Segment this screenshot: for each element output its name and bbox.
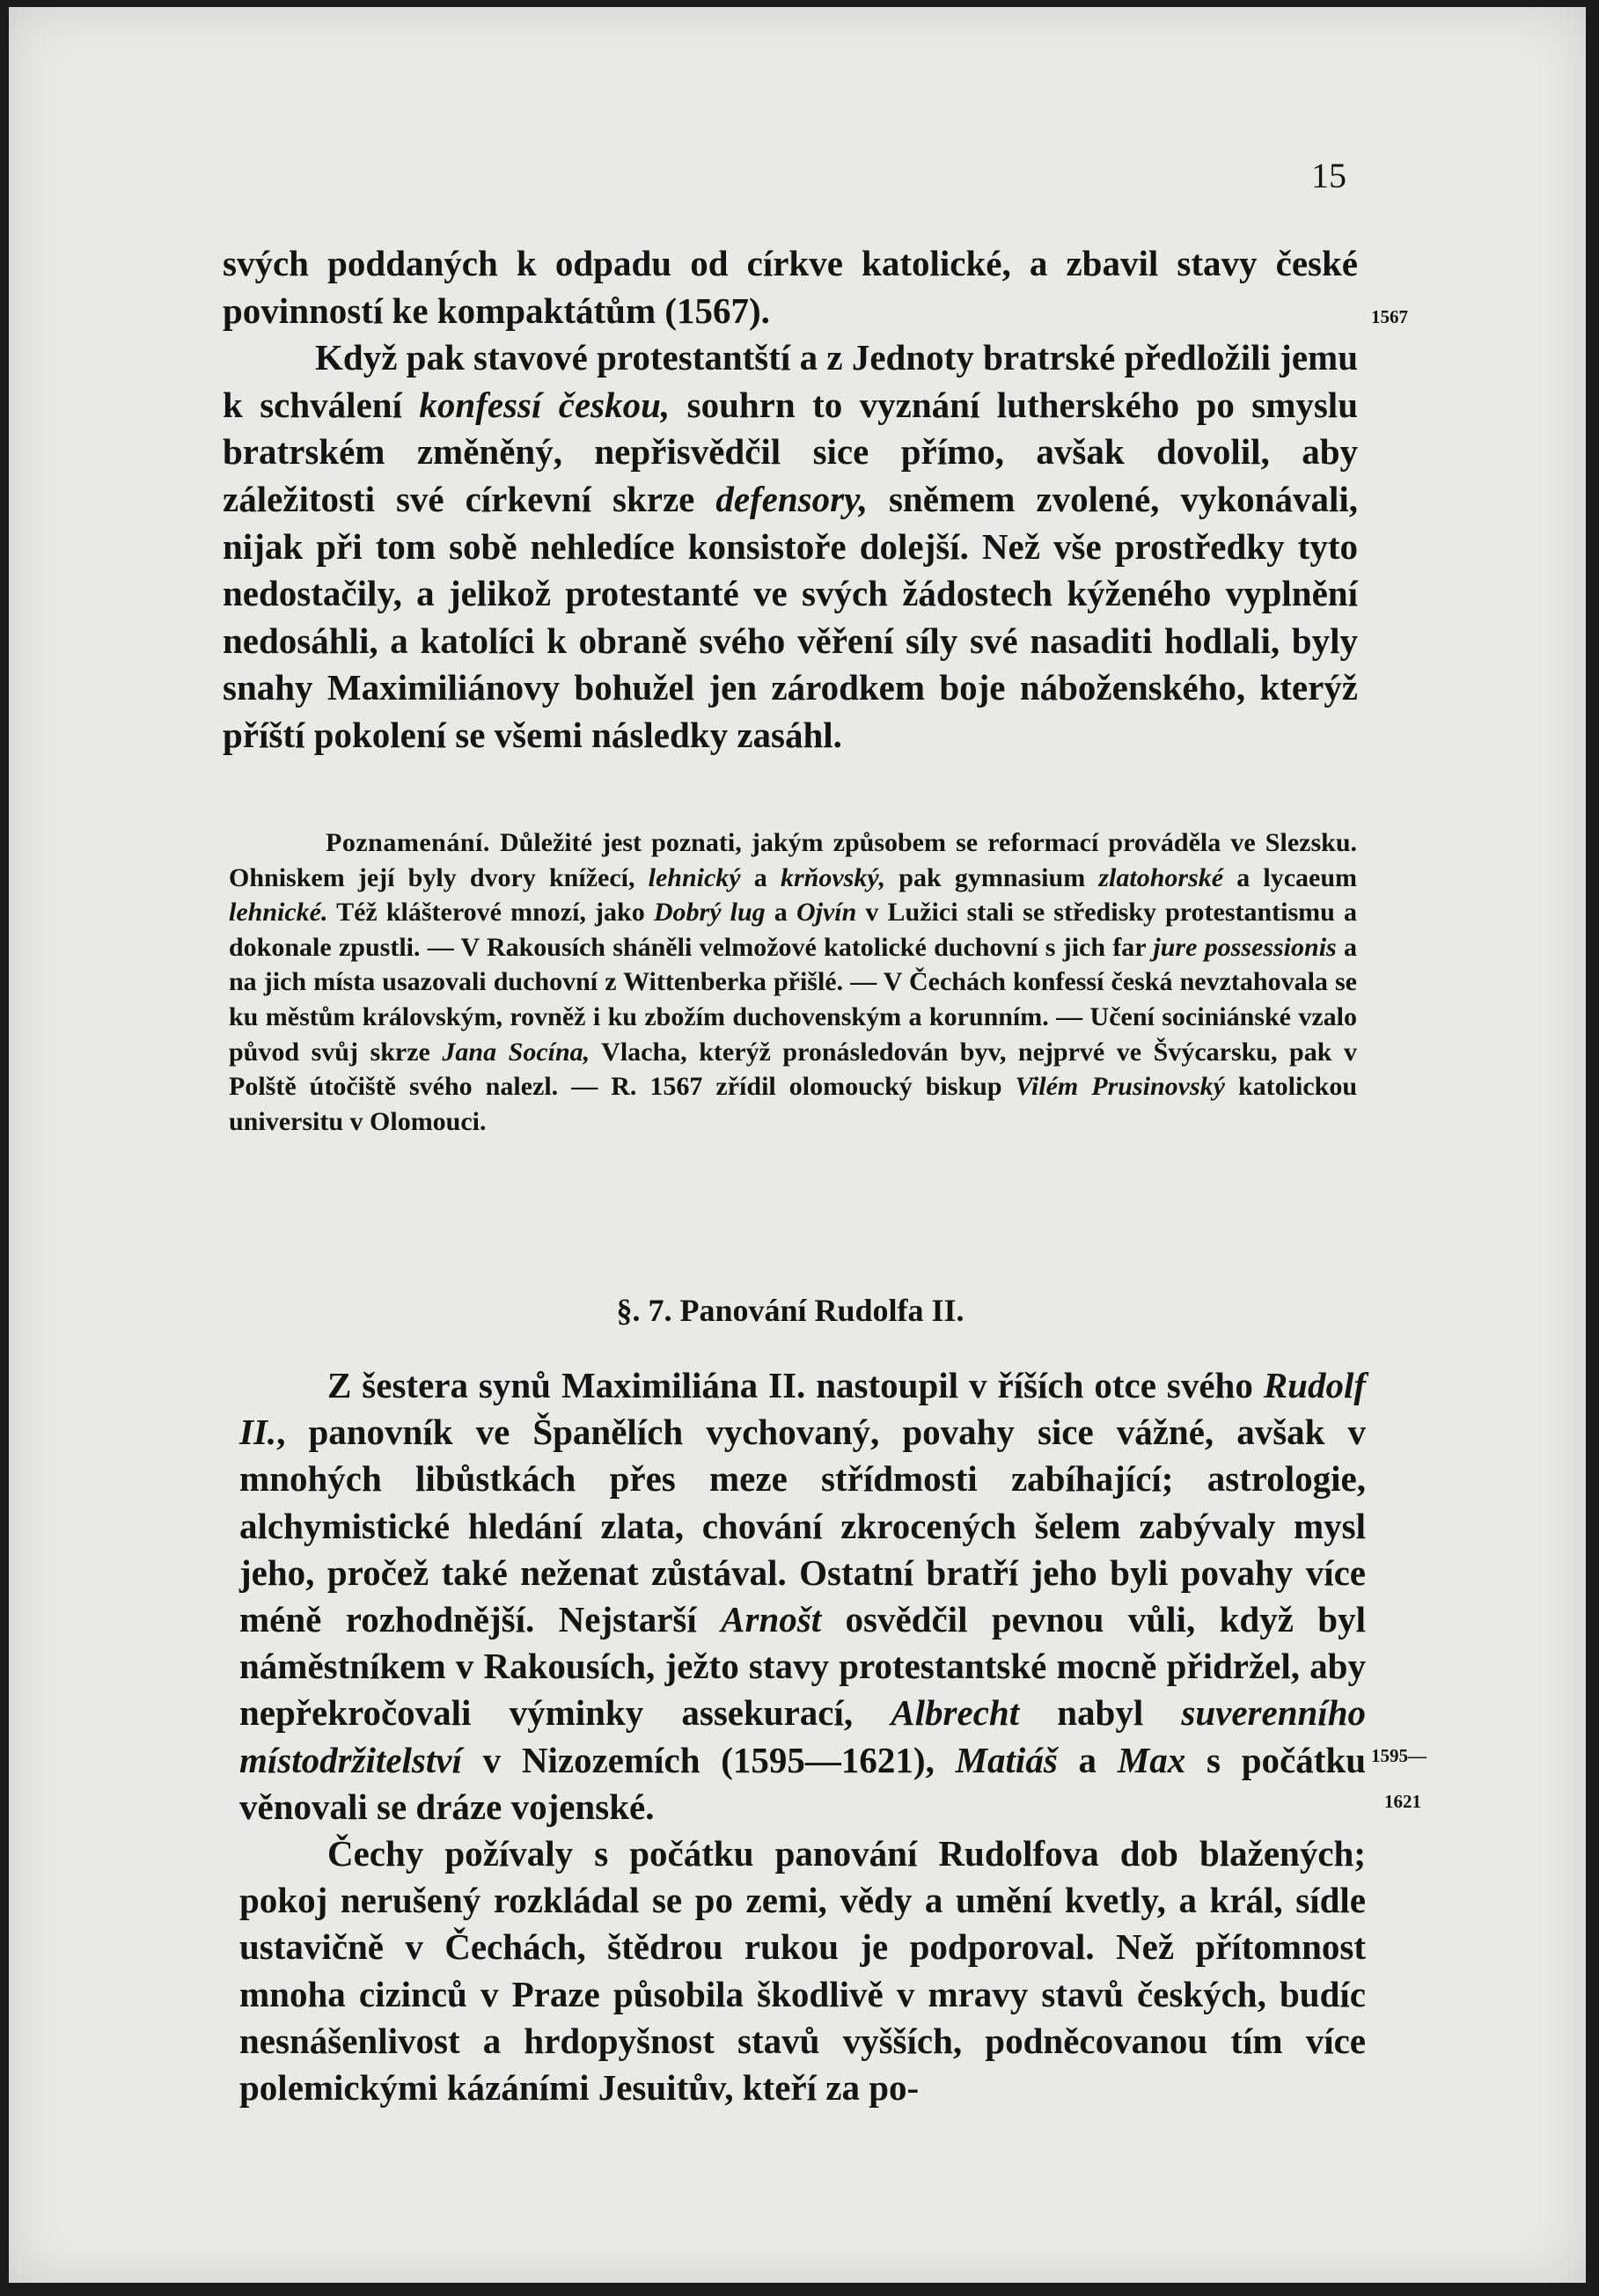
paragraph-continued: svých poddaných k odpadu od církve katolické, a zbavil stavy české povinností ke kompaktátům (1567).: [223, 243, 1358, 331]
section-heading: §. 7. Panování Rudolfa II.: [616, 1293, 965, 1328]
footnote-poznamenani: Poznamenání. Důležité jest poznati, jakým způsobem se reformací prováděla ve Slezsku. Ohniskem její byly dvory knížecí, lehnický a krňovský, pak gymnasium zlatohorské a lycaeum lehnické. Též klášterové mnozí, jako Dobrý lug a Ojvín v Lužici stali se středisky protestantismu a dokonale zpustli. — V Rakousích sháněli velmožové katolické duchovní s jich far jure possessionis a na jich místa usazovali duchovní z Wittenberka přišlé. — V Čechách konfessí česká nevztahovala se ku městům královským, rovněž i ku zbožím duchovenským a korunním. — Učení sociniánské vzalo původ svůj skrze Jana Socína, Vlacha, kterýž pronásledován byv, nejprvé ve Švýcarsku, pak v Polště útočiště svého nalezl. — R. 1567 zřídil olomoucký biskup Vilém Prusinovský katolickou universitu v Olomouci.: [229, 828, 1358, 1136]
book-page: [9, 7, 1586, 2283]
margin-note-1595: 1595—: [1371, 1745, 1427, 1766]
note-heading: Poznamenání.: [326, 828, 490, 857]
paragraph-confession: Když pak stavové protestantští a z Jednoty bratrské předložili jemu k schválení konfessí českou, souhrn to vyznání lutherského po smyslu bratrském změněný, nepřisvědčil sice přímo, avšak dovolil, aby záležitosti své církevní skrze defensory, sněmem zvolené, vykonávali, nijak při tom sobě nehledíce konsistoře dolejší. Než vše prostředky tyto nedostačily, a jelikož protestanté ve svých žádostech kýženého vyplnění nedosáhli, a katolíci k obraně svého věření síly své nasaditi hodlali, byly snahy Maximiliánovy bohužel jen zárodkem boje náboženského, kterýž příští pokolení se všemi následky zasáhl.: [223, 337, 1358, 755]
margin-note-1621: 1621: [1384, 1791, 1421, 1812]
page-number: 15: [1311, 156, 1346, 195]
main-text-block-2: [239, 1362, 1366, 2111]
main-text-block-1: [223, 240, 1358, 759]
margin-note-1567: 1567: [1371, 306, 1408, 327]
paragraph-cechy: Čechy požívaly s počátku panování Rudolfova dob blažených; pokoj nerušený rozkládal se po zemi, vědy a umění kvetly, a král, sídle ustavičně v Čechách, štědrou rukou je podporoval. Než přítomnost mnoha cizinců v Praze působila škodlivě v mravy stavů českých, budíc nesnášenlivost a hrdopyšnost stavů vyšších, podněcovanou tím více polemickými kázáními Jesuitův, kteří za po-: [239, 1833, 1366, 2109]
paragraph-rudolf: Z šestera synů Maximiliána II. nastoupil v říších otce svého Rudolf II., panovník ve Španělích vychovaný, povahy sice vážné, avšak v mnohých libůstkách přes meze střídmosti zabíhající; astrologie, alchymistické hledání zlata, chování zkrocených šelem zabývaly mysl jeho, pročež také neženat zůstával. Ostatní bratří jeho byli povahy více méně rozhodnější. Nejstarší Arnošt osvědčil pevnou vůli, když byl náměstníkem v Rakousích, ježto stavy protestantské mocně přidržel, aby nepřekročovali výminky assekurací, Albrecht nabyl suverenního místodržitelství v Nizozemích (1595—1621), Matiáš a Max s počátku věnovali se dráze vojenské.: [239, 1365, 1366, 1827]
